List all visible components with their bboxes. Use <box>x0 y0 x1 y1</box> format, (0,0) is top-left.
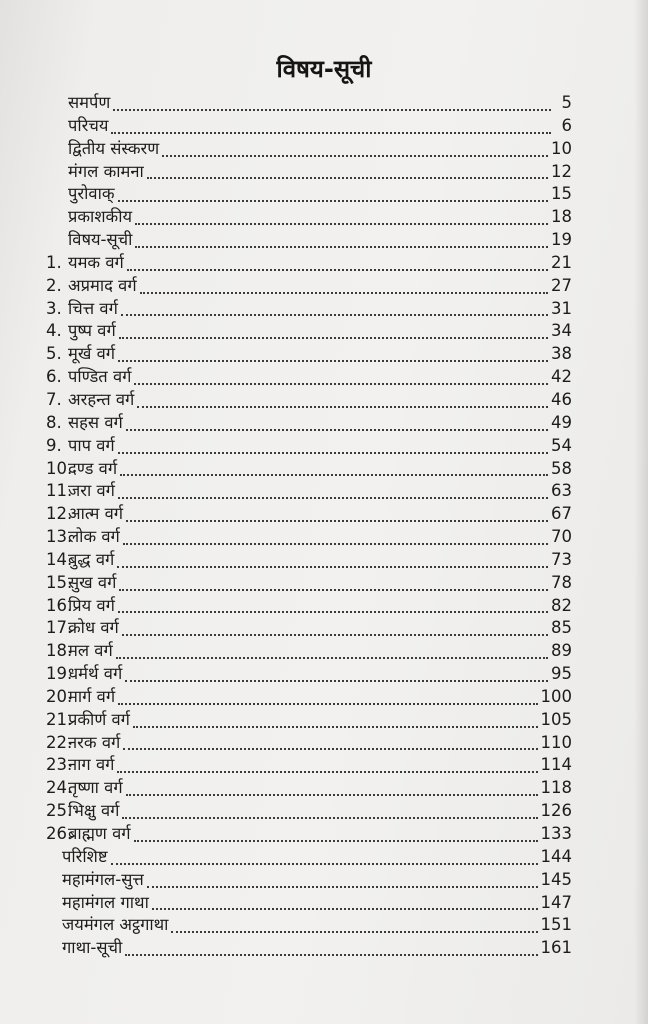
toc-entry-title: मल वर्ग <box>68 641 113 661</box>
dot-leader <box>134 840 538 842</box>
toc-entry-page-number: 63 <box>551 481 572 501</box>
toc-entry-number: 5. <box>46 344 62 364</box>
toc-entry <box>40 846 572 869</box>
toc-entry-page-number: 21 <box>551 252 572 272</box>
toc-entry-page-number: 145 <box>540 869 572 889</box>
toc-entry-page-number: 105 <box>540 709 572 729</box>
toc-entry <box>40 92 572 115</box>
toc-entry <box>40 549 572 572</box>
toc-entry-page-number: 5 <box>561 93 572 112</box>
toc-entry <box>40 412 572 435</box>
toc-entry-number: 26. <box>46 824 73 843</box>
toc-entry <box>40 480 572 503</box>
toc-entry-title: सुख वर्ग <box>68 572 117 592</box>
dot-leader <box>135 246 548 248</box>
toc-entry-title: परिशिष्ट <box>62 846 108 866</box>
dot-leader <box>116 657 548 659</box>
toc-entry-number: 19. <box>46 664 73 684</box>
toc-entry-number: 4. <box>46 321 62 341</box>
toc-entry <box>40 777 572 800</box>
dot-leader <box>119 589 548 591</box>
dot-leader <box>152 908 538 910</box>
toc-entry-page-number: 38 <box>551 344 572 364</box>
toc-entry <box>40 458 572 481</box>
dot-leader <box>117 566 548 568</box>
dot-leader <box>125 680 548 682</box>
toc-entry-page-number: 85 <box>551 618 572 638</box>
toc-entry-page-number: 42 <box>551 367 572 387</box>
toc-entry-page-number: 27 <box>551 275 572 295</box>
toc-entry-page-number: 114 <box>540 755 572 775</box>
toc-entry <box>40 115 572 138</box>
toc-entry-number: 18. <box>46 641 73 661</box>
toc-entry-page-number: 161 <box>540 938 572 958</box>
toc-entry-number: 20. <box>46 686 73 706</box>
toc-entry-title: पुरोवाक् <box>68 184 115 204</box>
toc-entry-title: नरक वर्ग <box>68 732 121 752</box>
dot-leader <box>120 474 548 476</box>
toc-entry <box>40 229 572 252</box>
toc-entry-page-number: 70 <box>551 527 572 547</box>
toc-entry-page-number: 118 <box>540 778 572 798</box>
dot-leader <box>118 360 548 362</box>
toc-entry-page-number: 10 <box>551 138 572 158</box>
toc-entry <box>40 709 572 732</box>
toc-entry-title: चित्त वर्ग <box>68 298 118 318</box>
toc-entry <box>40 435 572 458</box>
page-title: विषय-सूची <box>276 55 372 83</box>
toc-entry-page-number: 89 <box>551 641 572 661</box>
toc-entry-title: पुष्प वर्ग <box>68 321 116 341</box>
toc-entry <box>40 252 572 275</box>
toc-entry-number: 3. <box>46 298 62 318</box>
dot-leader <box>133 726 538 728</box>
toc-entry <box>40 754 572 777</box>
toc-entry-title: तृष्णा वर्ग <box>68 778 123 798</box>
toc-entry-number: 7. <box>46 389 62 409</box>
toc-entry-title: सहस वर्ग <box>68 412 123 432</box>
toc-entry-title: प्रकीर्ण वर्ग <box>68 709 130 729</box>
toc-entry <box>40 572 572 595</box>
toc-entry-number: 6. <box>46 367 62 387</box>
toc-entry-title: धर्मर्थ वर्ग <box>68 664 123 684</box>
dot-leader <box>126 520 548 522</box>
toc-entry-page-number: 6 <box>561 115 572 135</box>
toc-entry-page-number: 67 <box>551 504 572 524</box>
toc-entry-page-number: 144 <box>540 846 572 866</box>
toc-entry-number: 2. <box>46 275 62 295</box>
dot-leader <box>111 132 551 134</box>
toc-entry <box>40 503 572 526</box>
toc-entry-number: 17. <box>46 618 73 638</box>
toc-entry <box>40 138 572 161</box>
toc-entry-number: 21. <box>46 709 73 729</box>
toc-entry-number: 14. <box>46 549 73 569</box>
dot-leader <box>171 931 537 933</box>
toc-entry-page-number: 100 <box>540 686 572 706</box>
toc-entry-title: मार्ग वर्ग <box>68 686 116 706</box>
dot-leader <box>140 292 548 294</box>
toc-entry <box>40 823 572 846</box>
toc-entry <box>40 937 572 960</box>
dot-leader <box>125 954 537 956</box>
dot-leader <box>137 406 548 408</box>
toc-entry-page-number: 46 <box>551 389 572 409</box>
toc-entry <box>40 686 572 709</box>
toc-entry-title: मूर्ख वर्ग <box>68 344 116 364</box>
toc-entry-page-number: 58 <box>551 458 572 478</box>
toc-entry-page-number: 15 <box>551 184 572 204</box>
dot-leader <box>123 543 548 545</box>
toc-entry-title: भिक्षु वर्ग <box>68 801 120 821</box>
toc-entry-number: 10. <box>46 458 73 478</box>
dot-leader <box>162 155 548 157</box>
page-edge-shadow <box>634 0 648 1024</box>
toc-entry <box>40 892 572 915</box>
toc-entry-number: 22. <box>46 732 73 752</box>
toc-entry-title: परिचय <box>68 115 109 135</box>
dot-leader <box>119 337 548 339</box>
toc-entry-title: यमक वर्ग <box>68 252 124 272</box>
toc-entry-title: जयमंगल अट्ठगाथा <box>62 915 169 935</box>
toc-entry <box>40 298 572 321</box>
toc-entry-title: पाप वर्ग <box>68 435 115 455</box>
toc-entry-page-number: 126 <box>540 801 572 821</box>
toc-entry-number: 25. <box>46 801 73 821</box>
dot-leader <box>122 817 537 819</box>
dot-leader <box>113 109 551 111</box>
toc-entry-title: पण्डित वर्ग <box>68 367 132 387</box>
toc-entry <box>40 617 572 640</box>
toc-entry <box>40 183 572 206</box>
toc-entry-title: महामंगल गाथा <box>62 892 149 912</box>
toc-entry-title: लोक वर्ग <box>68 527 120 547</box>
toc-entry-title: आत्म वर्ग <box>68 504 124 524</box>
dot-leader <box>122 634 548 636</box>
toc-entry-page-number: 49 <box>551 412 572 432</box>
toc-entry-page-number: 82 <box>551 595 572 615</box>
toc-entry <box>40 640 572 663</box>
dot-leader <box>147 177 548 179</box>
dot-leader <box>135 223 548 225</box>
dot-leader <box>123 748 537 750</box>
toc-entry-title: ब्राह्मण वर्ग <box>68 824 131 843</box>
toc-entry <box>40 800 572 823</box>
toc-entry-page-number: 19 <box>551 230 572 250</box>
toc-entry-number: 13. <box>46 527 73 547</box>
toc-entry-title: अप्रमाद वर्ग <box>68 275 137 295</box>
dot-leader <box>127 269 548 271</box>
toc-entry-page-number: 31 <box>551 298 572 318</box>
toc-entry-page-number: 78 <box>551 572 572 592</box>
dot-leader <box>147 886 538 888</box>
toc-entry-title: अरहन्त वर्ग <box>68 389 135 409</box>
toc-entry-number: 8. <box>46 412 62 432</box>
toc-entry-title: द्वितीय संस्करण <box>68 138 160 158</box>
toc-entry-title: समर्पण <box>68 93 111 112</box>
toc-entry-page-number: 73 <box>551 549 572 569</box>
toc-entry <box>40 526 572 549</box>
toc-entry-title: बुद्ध वर्ग <box>68 549 115 569</box>
toc-entry <box>40 914 572 937</box>
dot-leader <box>118 497 548 499</box>
toc-entry-page-number: 95 <box>551 664 572 684</box>
toc-entry-title: दण्ड वर्ग <box>68 458 118 478</box>
dot-leader <box>111 863 538 865</box>
toc-entry-number: 9. <box>46 435 62 455</box>
toc-entry-page-number: 133 <box>540 824 572 843</box>
dot-leader <box>126 794 538 796</box>
toc-entry-number: 16. <box>46 595 73 615</box>
dot-leader <box>118 200 548 202</box>
toc-entry-number: 15. <box>46 572 73 592</box>
toc-entry-title: विषय-सूची <box>68 230 133 250</box>
toc-entry <box>40 206 572 229</box>
toc-entry <box>40 732 572 755</box>
toc-entry-page-number: 147 <box>540 892 572 912</box>
toc-entry <box>40 275 572 298</box>
toc-entry <box>40 366 572 389</box>
dot-leader <box>126 429 548 431</box>
toc-entry <box>40 663 572 686</box>
toc-entry <box>40 343 572 366</box>
toc-entry-title: मंगल कामना <box>68 161 144 181</box>
toc-entry-page-number: 54 <box>551 435 572 455</box>
toc-entry-title: प्रकाशकीय <box>68 207 133 227</box>
toc-entry <box>40 320 572 343</box>
toc-entry-title: महामंगल-सुत्त <box>62 869 144 889</box>
toc-entry-number: 12. <box>46 504 73 524</box>
toc-entry <box>40 869 572 892</box>
toc-entry-title: नाग वर्ग <box>68 755 115 775</box>
toc-entry-page-number: 18 <box>551 207 572 227</box>
dot-leader <box>118 452 548 454</box>
toc-entry-number: 24. <box>46 778 73 798</box>
toc-entry-page-number: 12 <box>551 161 572 181</box>
dot-leader <box>117 771 537 773</box>
toc-entry-title: गाथा-सूची <box>62 938 123 958</box>
toc-entry-title: जरा वर्ग <box>68 481 115 501</box>
dot-leader <box>118 611 548 613</box>
toc-entry-page-number: 110 <box>540 732 572 752</box>
toc-entry <box>40 161 572 184</box>
dot-leader <box>121 314 548 316</box>
toc-entry-number: 1. <box>46 252 62 272</box>
toc-entry <box>40 389 572 412</box>
dot-leader <box>118 703 537 705</box>
toc-entry-number: 23. <box>46 755 73 775</box>
toc-entry <box>40 595 572 618</box>
table-of-contents <box>40 92 572 960</box>
toc-entry-title: प्रिय वर्ग <box>68 595 115 615</box>
toc-entry-page-number: 151 <box>540 915 572 935</box>
dot-leader <box>134 383 548 385</box>
toc-entry-number: 11. <box>46 481 73 501</box>
toc-entry-title: क्रोध वर्ग <box>68 618 119 638</box>
toc-entry-page-number: 34 <box>551 321 572 341</box>
